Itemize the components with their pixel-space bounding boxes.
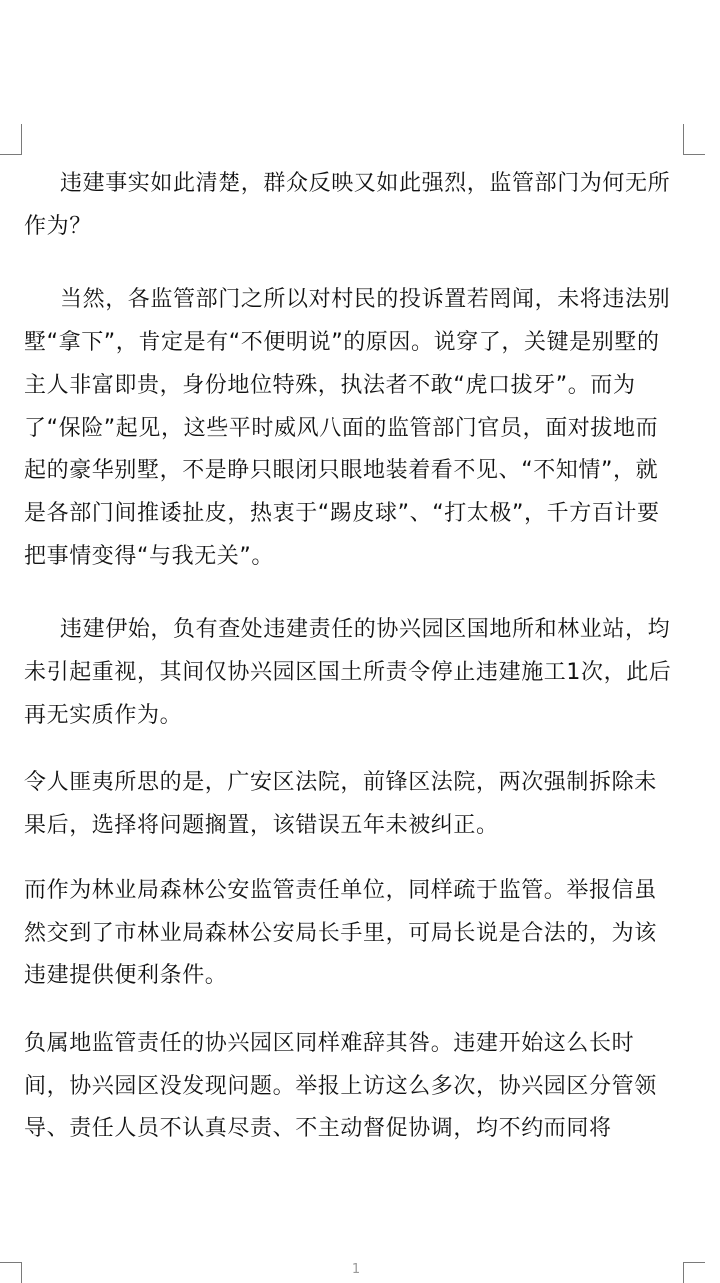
paragraph: 违建伊始，负有查处违建责任的协兴园区国地所和林业站，均未引起重视，其间仅协兴园区国土所责令停止违建施工1次，此后再无实质作为。 bbox=[24, 617, 672, 728]
paragraph: 负属地监管责任的协兴园区同样难辞其咎。违建开始这么长时间，协兴园区没发现问题。举报上访这么多次，协兴园区分管领导、责任人员不认真尽责、不主动督促协调，均不约而同将 bbox=[24, 1030, 657, 1142]
crop-mark-top-left bbox=[0, 124, 22, 155]
document-body bbox=[24, 163, 674, 1151]
paragraph: 违建事实如此清楚，群众反映又如此强烈，监管部门为何无所作为？ bbox=[24, 171, 671, 239]
paragraph: 当然，各监管部门之所以对村民的投诉置若罔闻，未将违法别墅“拿下”，肯定是有“不便明说”的原因。说穿了，关键是别墅的主人非富即贵，身份地位特殊，执法者不敢“虎口拔牙”。而为了“保险”起见，这些平时威风八面的监管部门官员，面对拔地而起的豪华别墅，不是睁只眼闭只眼地装着看不见、“不知情”，就是各部门间推诿扯皮，热衷于“踢皮球”、“打太极”，千方百计要把事情变得“与我无关”。 bbox=[24, 287, 671, 569]
crop-mark-top-right bbox=[683, 124, 705, 155]
paragraph: 而作为林业局森林公安监管责任单位，同样疏于监管。举报信虽然交到了市林业局森林公安局长手里，可局长说是合法的，为该违建提供便利条件。 bbox=[24, 877, 657, 989]
paragraph: 令人匪夷所思的是，广安区法院，前锋区法院，两次强制拆除未果后，选择将问题搁置，该错误五年未被纠正。 bbox=[24, 770, 657, 839]
page-number: 1 bbox=[351, 1262, 361, 1277]
